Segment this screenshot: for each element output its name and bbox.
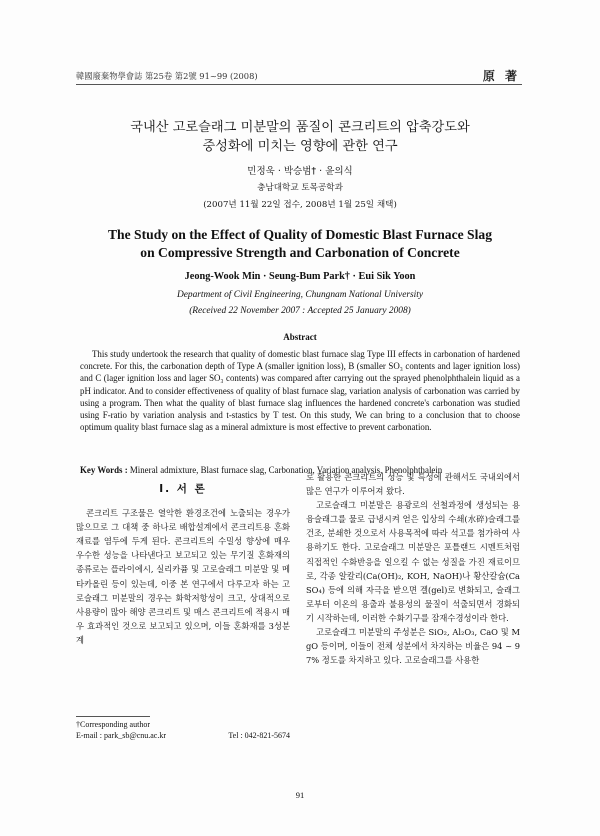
keywords-text: Mineral admixture, Blast furnace slag, Carbonation, Variation analysis, Phenolphthalein [127,465,443,475]
footnote-corresponding: †Corresponding author [76,720,150,729]
footnote-email: E-mail : park_sb@cnu.ac.kr [76,731,167,740]
footnote-rule [76,716,150,717]
section-heading-introduction: I. 서 론 [159,483,207,495]
footnote-tel: Tel : 042-821-5674 [228,731,290,740]
english-title-line1: The Study on the Effect of Quality of Domestic Blast Furnace Slag [107,227,492,242]
abstract-body: This study undertook the research that quality of domestic blast furnace slag Type III effects in carbonation of hardened concrete. For this, the carbonation depth of Type A (smaller ignition loss), B (smaller SO₃ contents and lager ignition loss) and C (lager ignition loss and lager SO₃ contents) was compared after carrying out the sprayed phenolphthalein liquid as a pH indicator. And to consider effectiveness of quality of blast furnace slag, variation analysis of carbonation was carried by using a program. Then what the quality of blast furnace slag influences the hardened concrete's carbonation was studied using F-ratio by variation analysis and t-stastics by T test. On this study, We can bring to a conclusion that to choose optimum quality blast furnace slag as a mineral admixture is most effective to prevent carbonation. [80,349,520,433]
korean-dates: (2007년 11월 22일 접수, 2008년 1월 25일 채택) [203,200,397,210]
korean-title-line1: 국내산 고로슬래그 미분말의 품질이 콘크리트의 압축강도와 [130,120,470,135]
header-rule [76,84,522,85]
intro-paragraph: 콘크리트 구조물은 열악한 환경조건에 노출되는 경우가 많으므로 그 대책 중 하나로 배합설계에서 콘크리트용 혼화재료를 염두에 두게 된다. 콘크리트의 수밀성 향상에 매우 우수한 성능을 나타낸다고 보고되고 있는 무기질 혼화재의 종류로는 플라이에시, 실리카퓸 및 고로슬래그 미분말 및 메타카올린 등이 있는데, 이중 본 연구에서 다루고자 하는 고로슬래그 미분말의 경우는 화학저항성이 크고, 상대적으로 사용량이 많아 해양 콘크리트 및 매스 콘크리트에 적용시 매우 효과적인 것으로 보고되고 있으며, 이들 혼화재를 3성분계 [76,508,290,645]
right-paragraph-2: 고로슬래그 미분말은 용광로의 선철과정에 생성되는 용융슬래그를 물로 급냉시켜 얻은 입상의 수쇄(水碎)슬래그를 건조, 분쇄한 것으로서 사용목적에 따라 석고를 첨가하여 사용하기도 한다. 고로슬래그 미분말은 포틀랜드 시멘트처럼 직접적인 수화반응을 일으킬 수 없는 성질을 가진 재료이므로, 각종 알칼리(Ca(OH)₂, KOH, NaOH)나 황산칼슘(CaSO₄) 등에 의해 자극을 받으면 겔(gel)로 변화되고, 슬래그로부터 이온의 용출과 불용성의 물질이 석출되면서 경화되기 시작하는데, 이러한 수화기구를 잠재수경성이라 한다. [306,500,520,623]
korean-title [60,118,540,156]
article-type-label: 原 著 [482,69,520,83]
english-title-line2: on Compressive Strength and Carbonation of Concrete [140,245,460,260]
korean-affiliation: 충남대학교 토목공학과 [257,183,343,193]
korean-authors: 민정욱 · 박승범† · 윤의식 [247,166,353,177]
english-affiliation: Department of Civil Engineering, Chungnam National University [176,290,424,300]
abstract-heading: Abstract [283,332,317,342]
korean-title-line2: 중성화에 미치는 영향에 관한 연구 [202,139,398,154]
english-dates: (Received 22 November 2007 : Accepted 25 January 2008) [189,306,411,316]
running-head: 韓國廢棄物學會誌 第25卷 第2號 91~99 (2008) [76,71,258,81]
english-authors: Jeong-Wook Min · Seung-Bum Park† · Eui Sik Yoon [184,271,416,282]
english-title [60,226,540,262]
footnote [76,719,290,741]
keywords-label: Key Words : [80,465,128,475]
right-column [306,470,520,667]
footnote-contact-row [76,730,290,741]
right-paragraph-1: 로 활용한 콘크리트의 성능 및 특성에 관해서도 국내외에서 많은 연구가 이루어져 왔다. [306,472,520,497]
right-paragraph-3: 고로슬래그 미분말의 주성분은 SiO₂, Al₂O₃, CaO 및 MgO 등이며, 이들이 전체 성분에서 차지하는 비율은 94 ~ 97% 정도를 차지하고 있다. 고로슬래그를 사용한 [306,627,520,666]
page-number: 91 [295,790,305,800]
left-column [76,478,290,647]
